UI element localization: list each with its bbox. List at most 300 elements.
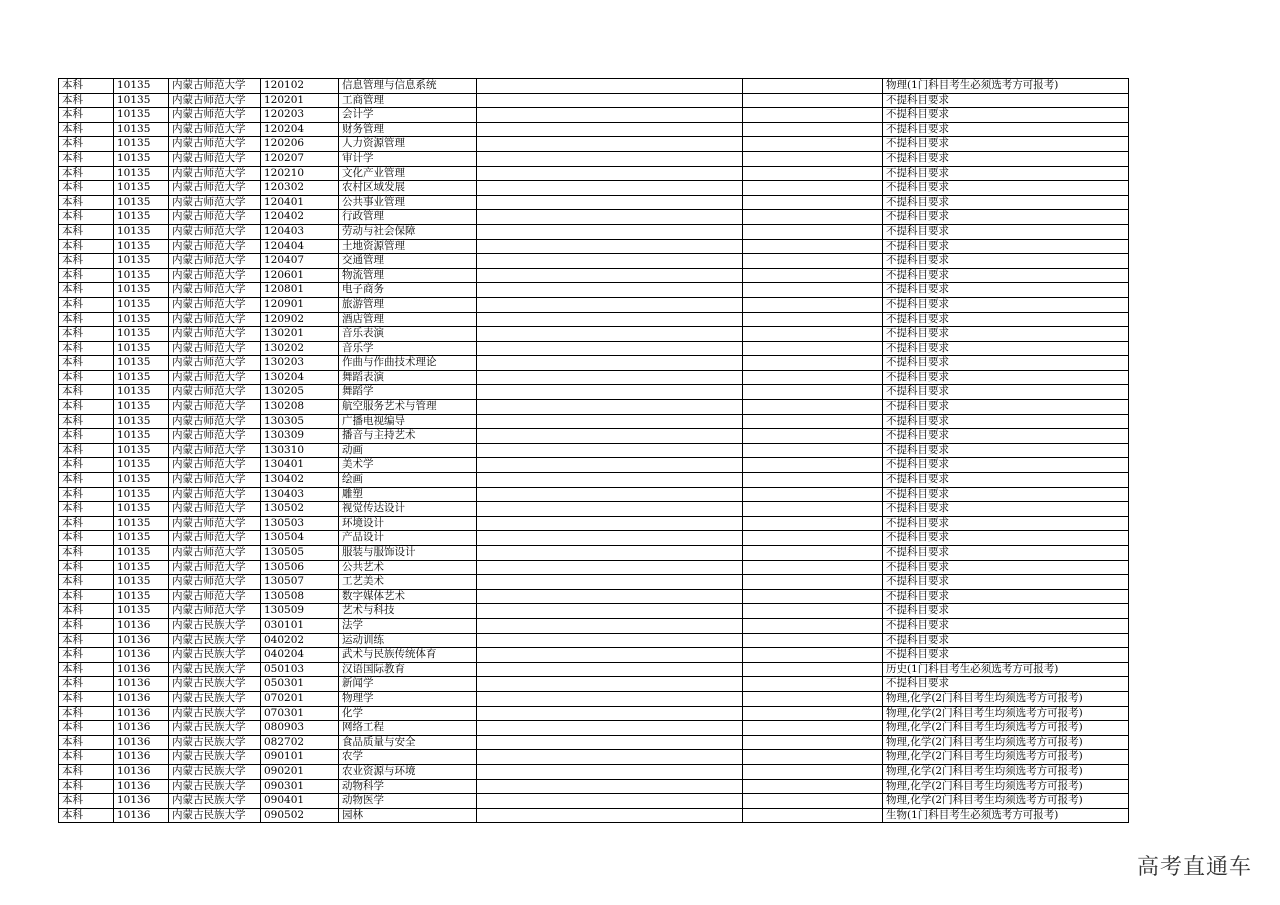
level-cell: 本科 (59, 254, 114, 269)
school-name-cell: 内蒙古民族大学 (169, 808, 261, 823)
table-row (59, 735, 1129, 750)
level-cell: 本科 (59, 195, 114, 210)
major-name-cell: 音乐学 (339, 341, 477, 356)
blank-cell (477, 443, 743, 458)
blank-cell (477, 487, 743, 502)
major-code-cell: 120401 (261, 195, 339, 210)
subject-requirement-cell: 不提科目要求 (883, 458, 1129, 473)
school-name-cell: 内蒙古民族大学 (169, 691, 261, 706)
school-code-cell: 10135 (114, 516, 169, 531)
school-name-cell: 内蒙古师范大学 (169, 356, 261, 371)
major-code-cell: 120403 (261, 224, 339, 239)
blank-cell (743, 458, 883, 473)
blank-cell (477, 166, 743, 181)
blank-cell (743, 546, 883, 561)
level-cell: 本科 (59, 589, 114, 604)
blank-cell (477, 794, 743, 809)
table-row (59, 327, 1129, 342)
subject-requirement-cell: 不提科目要求 (883, 327, 1129, 342)
school-name-cell: 内蒙古师范大学 (169, 560, 261, 575)
table-row (59, 166, 1129, 181)
level-cell: 本科 (59, 735, 114, 750)
school-code-cell: 10135 (114, 589, 169, 604)
school-code-cell: 10135 (114, 151, 169, 166)
blank-cell (743, 151, 883, 166)
school-code-cell: 10135 (114, 458, 169, 473)
blank-cell (477, 750, 743, 765)
level-cell: 本科 (59, 604, 114, 619)
blank-cell (743, 473, 883, 488)
school-name-cell: 内蒙古师范大学 (169, 166, 261, 181)
major-name-cell: 音乐表演 (339, 327, 477, 342)
blank-cell (743, 224, 883, 239)
level-cell: 本科 (59, 122, 114, 137)
blank-cell (743, 210, 883, 225)
school-name-cell: 内蒙古师范大学 (169, 385, 261, 400)
level-cell: 本科 (59, 662, 114, 677)
level-cell: 本科 (59, 502, 114, 517)
blank-cell (743, 618, 883, 633)
school-code-cell: 10136 (114, 618, 169, 633)
major-name-cell: 舞蹈学 (339, 385, 477, 400)
subject-requirement-cell: 不提科目要求 (883, 356, 1129, 371)
table-body (59, 79, 1129, 823)
subject-requirement-cell: 不提科目要求 (883, 210, 1129, 225)
level-cell: 本科 (59, 239, 114, 254)
school-name-cell: 内蒙古师范大学 (169, 502, 261, 517)
major-code-cell: 130401 (261, 458, 339, 473)
school-code-cell: 10135 (114, 239, 169, 254)
major-name-cell: 舞蹈表演 (339, 370, 477, 385)
table-row (59, 575, 1129, 590)
major-name-cell: 酒店管理 (339, 312, 477, 327)
table-row (59, 706, 1129, 721)
major-name-cell: 法学 (339, 618, 477, 633)
school-name-cell: 内蒙古师范大学 (169, 312, 261, 327)
subject-requirement-cell: 物理(1门科目考生必须选考方可报考) (883, 79, 1129, 94)
major-name-cell: 旅游管理 (339, 297, 477, 312)
major-name-cell: 工商管理 (339, 93, 477, 108)
blank-cell (477, 370, 743, 385)
major-code-cell: 120407 (261, 254, 339, 269)
blank-cell (743, 677, 883, 692)
blank-cell (477, 414, 743, 429)
school-code-cell: 10136 (114, 677, 169, 692)
blank-cell (477, 224, 743, 239)
table-row (59, 779, 1129, 794)
school-name-cell: 内蒙古师范大学 (169, 108, 261, 123)
level-cell: 本科 (59, 151, 114, 166)
school-code-cell: 10135 (114, 370, 169, 385)
level-cell: 本科 (59, 443, 114, 458)
subject-requirement-cell: 历史(1门科目考生必须选考方可报考) (883, 662, 1129, 677)
subject-requirement-cell: 不提科目要求 (883, 414, 1129, 429)
blank-cell (477, 546, 743, 561)
major-code-cell: 120206 (261, 137, 339, 152)
major-name-cell: 文化产业管理 (339, 166, 477, 181)
subject-requirement-cell: 不提科目要求 (883, 589, 1129, 604)
blank-cell (743, 487, 883, 502)
subject-requirement-cell: 不提科目要求 (883, 283, 1129, 298)
school-name-cell: 内蒙古民族大学 (169, 662, 261, 677)
major-name-cell: 作曲与作曲技术理论 (339, 356, 477, 371)
major-code-cell: 040202 (261, 633, 339, 648)
level-cell: 本科 (59, 808, 114, 823)
major-name-cell: 动画 (339, 443, 477, 458)
level-cell: 本科 (59, 618, 114, 633)
level-cell: 本科 (59, 297, 114, 312)
blank-cell (477, 516, 743, 531)
blank-cell (477, 618, 743, 633)
major-name-cell: 物理学 (339, 691, 477, 706)
school-name-cell: 内蒙古民族大学 (169, 618, 261, 633)
major-name-cell: 农业资源与环境 (339, 764, 477, 779)
blank-cell (477, 122, 743, 137)
major-name-cell: 航空服务艺术与管理 (339, 400, 477, 415)
school-name-cell: 内蒙古师范大学 (169, 589, 261, 604)
school-code-cell: 10135 (114, 400, 169, 415)
blank-cell (743, 706, 883, 721)
school-code-cell: 10136 (114, 648, 169, 663)
level-cell: 本科 (59, 414, 114, 429)
level-cell: 本科 (59, 575, 114, 590)
school-name-cell: 内蒙古师范大学 (169, 151, 261, 166)
level-cell: 本科 (59, 166, 114, 181)
table-row (59, 502, 1129, 517)
table-row (59, 618, 1129, 633)
school-code-cell: 10135 (114, 604, 169, 619)
table-row (59, 458, 1129, 473)
blank-cell (743, 502, 883, 517)
table-row (59, 443, 1129, 458)
school-name-cell: 内蒙古师范大学 (169, 137, 261, 152)
school-code-cell: 10135 (114, 385, 169, 400)
blank-cell (743, 400, 883, 415)
table-row (59, 794, 1129, 809)
subject-requirement-cell: 物理,化学(2门科目考生均须选考方可报考) (883, 735, 1129, 750)
subject-requirement-cell: 不提科目要求 (883, 93, 1129, 108)
major-code-cell: 130203 (261, 356, 339, 371)
subject-requirement-cell: 不提科目要求 (883, 516, 1129, 531)
level-cell: 本科 (59, 400, 114, 415)
subject-requirement-cell: 物理,化学(2门科目考生均须选考方可报考) (883, 764, 1129, 779)
table-row (59, 122, 1129, 137)
school-name-cell: 内蒙古师范大学 (169, 341, 261, 356)
blank-cell (743, 181, 883, 196)
major-name-cell: 动物医学 (339, 794, 477, 809)
blank-cell (477, 531, 743, 546)
major-code-cell: 080903 (261, 721, 339, 736)
school-code-cell: 10136 (114, 735, 169, 750)
table-row (59, 414, 1129, 429)
table-row (59, 473, 1129, 488)
major-name-cell: 产品设计 (339, 531, 477, 546)
major-name-cell: 运动训练 (339, 633, 477, 648)
subject-requirement-cell: 不提科目要求 (883, 487, 1129, 502)
major-name-cell: 美术学 (339, 458, 477, 473)
blank-cell (743, 341, 883, 356)
major-code-cell: 120902 (261, 312, 339, 327)
school-name-cell: 内蒙古师范大学 (169, 195, 261, 210)
blank-cell (477, 79, 743, 94)
school-name-cell: 内蒙古师范大学 (169, 443, 261, 458)
blank-cell (743, 750, 883, 765)
blank-cell (477, 429, 743, 444)
school-code-cell: 10135 (114, 312, 169, 327)
level-cell: 本科 (59, 546, 114, 561)
blank-cell (743, 254, 883, 269)
blank-cell (743, 764, 883, 779)
major-code-cell: 130204 (261, 370, 339, 385)
subject-requirement-cell: 不提科目要求 (883, 575, 1129, 590)
blank-cell (477, 604, 743, 619)
school-name-cell: 内蒙古师范大学 (169, 181, 261, 196)
table-row (59, 691, 1129, 706)
school-code-cell: 10135 (114, 560, 169, 575)
subject-requirement-cell: 不提科目要求 (883, 443, 1129, 458)
blank-cell (477, 648, 743, 663)
table-row (59, 93, 1129, 108)
school-code-cell: 10136 (114, 750, 169, 765)
subject-requirement-cell: 不提科目要求 (883, 604, 1129, 619)
school-code-cell: 10135 (114, 166, 169, 181)
major-code-cell: 090401 (261, 794, 339, 809)
major-code-cell: 130205 (261, 385, 339, 400)
level-cell: 本科 (59, 677, 114, 692)
major-name-cell: 农学 (339, 750, 477, 765)
major-code-cell: 130507 (261, 575, 339, 590)
subject-requirement-cell: 不提科目要求 (883, 633, 1129, 648)
table-row (59, 224, 1129, 239)
school-name-cell: 内蒙古民族大学 (169, 633, 261, 648)
major-code-cell: 070201 (261, 691, 339, 706)
school-name-cell: 内蒙古民族大学 (169, 677, 261, 692)
major-name-cell: 视觉传达设计 (339, 502, 477, 517)
major-name-cell: 人力资源管理 (339, 137, 477, 152)
blank-cell (743, 560, 883, 575)
level-cell: 本科 (59, 750, 114, 765)
table-row (59, 108, 1129, 123)
blank-cell (743, 779, 883, 794)
level-cell: 本科 (59, 210, 114, 225)
blank-cell (477, 691, 743, 706)
blank-cell (743, 93, 883, 108)
major-code-cell: 130208 (261, 400, 339, 415)
school-name-cell: 内蒙古师范大学 (169, 473, 261, 488)
major-name-cell: 审计学 (339, 151, 477, 166)
level-cell: 本科 (59, 764, 114, 779)
school-name-cell: 内蒙古民族大学 (169, 648, 261, 663)
major-name-cell: 环境设计 (339, 516, 477, 531)
major-name-cell: 网络工程 (339, 721, 477, 736)
level-cell: 本科 (59, 779, 114, 794)
subject-requirement-cell: 不提科目要求 (883, 400, 1129, 415)
table-row (59, 297, 1129, 312)
blank-cell (743, 327, 883, 342)
major-code-cell: 130202 (261, 341, 339, 356)
blank-cell (477, 400, 743, 415)
level-cell: 本科 (59, 181, 114, 196)
major-name-cell: 会计学 (339, 108, 477, 123)
subject-requirement-cell: 不提科目要求 (883, 181, 1129, 196)
school-name-cell: 内蒙古师范大学 (169, 546, 261, 561)
school-code-cell: 10135 (114, 546, 169, 561)
major-code-cell: 120901 (261, 297, 339, 312)
major-code-cell: 120203 (261, 108, 339, 123)
subject-requirement-cell: 不提科目要求 (883, 254, 1129, 269)
blank-cell (477, 341, 743, 356)
major-name-cell: 绘画 (339, 473, 477, 488)
subject-requirement-cell: 不提科目要求 (883, 297, 1129, 312)
blank-cell (743, 312, 883, 327)
major-name-cell: 物流管理 (339, 268, 477, 283)
blank-cell (743, 122, 883, 137)
major-name-cell: 广播电视编导 (339, 414, 477, 429)
major-name-cell: 雕塑 (339, 487, 477, 502)
school-code-cell: 10135 (114, 137, 169, 152)
blank-cell (743, 531, 883, 546)
level-cell: 本科 (59, 268, 114, 283)
blank-cell (477, 137, 743, 152)
blank-cell (743, 166, 883, 181)
subject-requirement-cell: 不提科目要求 (883, 137, 1129, 152)
school-code-cell: 10135 (114, 210, 169, 225)
school-code-cell: 10135 (114, 283, 169, 298)
school-code-cell: 10136 (114, 691, 169, 706)
blank-cell (477, 677, 743, 692)
level-cell: 本科 (59, 633, 114, 648)
major-name-cell: 交通管理 (339, 254, 477, 269)
major-code-cell: 130506 (261, 560, 339, 575)
school-code-cell: 10136 (114, 662, 169, 677)
school-code-cell: 10136 (114, 721, 169, 736)
school-code-cell: 10135 (114, 181, 169, 196)
major-name-cell: 新闻学 (339, 677, 477, 692)
blank-cell (743, 808, 883, 823)
table-row (59, 400, 1129, 415)
blank-cell (743, 721, 883, 736)
school-name-cell: 内蒙古师范大学 (169, 414, 261, 429)
school-code-cell: 10135 (114, 108, 169, 123)
major-code-cell: 090101 (261, 750, 339, 765)
school-name-cell: 内蒙古民族大学 (169, 721, 261, 736)
major-code-cell: 120801 (261, 283, 339, 298)
school-code-cell: 10135 (114, 224, 169, 239)
school-name-cell: 内蒙古民族大学 (169, 794, 261, 809)
school-name-cell: 内蒙古师范大学 (169, 487, 261, 502)
level-cell: 本科 (59, 137, 114, 152)
subject-requirement-cell: 不提科目要求 (883, 429, 1129, 444)
blank-cell (743, 268, 883, 283)
school-code-cell: 10135 (114, 575, 169, 590)
major-code-cell: 130305 (261, 414, 339, 429)
subject-requirement-cell: 不提科目要求 (883, 385, 1129, 400)
major-name-cell: 劳动与社会保障 (339, 224, 477, 239)
blank-cell (743, 575, 883, 590)
blank-cell (477, 283, 743, 298)
school-name-cell: 内蒙古师范大学 (169, 297, 261, 312)
blank-cell (477, 356, 743, 371)
blank-cell (743, 108, 883, 123)
major-code-cell: 050103 (261, 662, 339, 677)
major-code-cell: 130309 (261, 429, 339, 444)
school-code-cell: 10135 (114, 122, 169, 137)
major-code-cell: 130505 (261, 546, 339, 561)
school-name-cell: 内蒙古师范大学 (169, 122, 261, 137)
school-code-cell: 10135 (114, 268, 169, 283)
admissions-table (58, 78, 1129, 823)
school-name-cell: 内蒙古师范大学 (169, 283, 261, 298)
table-row (59, 764, 1129, 779)
table-row (59, 137, 1129, 152)
table-row (59, 808, 1129, 823)
level-cell: 本科 (59, 458, 114, 473)
blank-cell (743, 794, 883, 809)
blank-cell (477, 195, 743, 210)
level-cell: 本科 (59, 312, 114, 327)
table-row (59, 429, 1129, 444)
blank-cell (477, 706, 743, 721)
subject-requirement-cell: 物理,化学(2门科目考生均须选考方可报考) (883, 779, 1129, 794)
major-code-cell: 090502 (261, 808, 339, 823)
school-name-cell: 内蒙古民族大学 (169, 735, 261, 750)
school-name-cell: 内蒙古师范大学 (169, 429, 261, 444)
school-name-cell: 内蒙古师范大学 (169, 79, 261, 94)
level-cell: 本科 (59, 487, 114, 502)
blank-cell (743, 735, 883, 750)
major-code-cell: 130201 (261, 327, 339, 342)
level-cell: 本科 (59, 356, 114, 371)
school-code-cell: 10136 (114, 764, 169, 779)
table-row (59, 648, 1129, 663)
subject-requirement-cell: 不提科目要求 (883, 268, 1129, 283)
school-code-cell: 10135 (114, 297, 169, 312)
major-code-cell: 050301 (261, 677, 339, 692)
school-code-cell: 10136 (114, 779, 169, 794)
blank-cell (743, 239, 883, 254)
major-name-cell: 服装与服饰设计 (339, 546, 477, 561)
level-cell: 本科 (59, 706, 114, 721)
blank-cell (743, 297, 883, 312)
blank-cell (477, 239, 743, 254)
blank-cell (743, 370, 883, 385)
blank-cell (477, 312, 743, 327)
blank-cell (477, 473, 743, 488)
major-code-cell: 120404 (261, 239, 339, 254)
subject-requirement-cell: 物理,化学(2门科目考生均须选考方可报考) (883, 794, 1129, 809)
blank-cell (477, 575, 743, 590)
blank-cell (477, 502, 743, 517)
subject-requirement-cell: 物理,化学(2门科目考生均须选考方可报考) (883, 750, 1129, 765)
major-code-cell: 090201 (261, 764, 339, 779)
subject-requirement-cell: 不提科目要求 (883, 224, 1129, 239)
major-name-cell: 园林 (339, 808, 477, 823)
major-name-cell: 播音与主持艺术 (339, 429, 477, 444)
school-code-cell: 10135 (114, 531, 169, 546)
major-code-cell: 120102 (261, 79, 339, 94)
blank-cell (477, 633, 743, 648)
blank-cell (743, 662, 883, 677)
blank-cell (743, 633, 883, 648)
table-row (59, 531, 1129, 546)
blank-cell (743, 589, 883, 604)
school-code-cell: 10135 (114, 93, 169, 108)
blank-cell (477, 458, 743, 473)
major-code-cell: 130402 (261, 473, 339, 488)
blank-cell (743, 443, 883, 458)
major-name-cell: 动物科学 (339, 779, 477, 794)
major-code-cell: 130503 (261, 516, 339, 531)
